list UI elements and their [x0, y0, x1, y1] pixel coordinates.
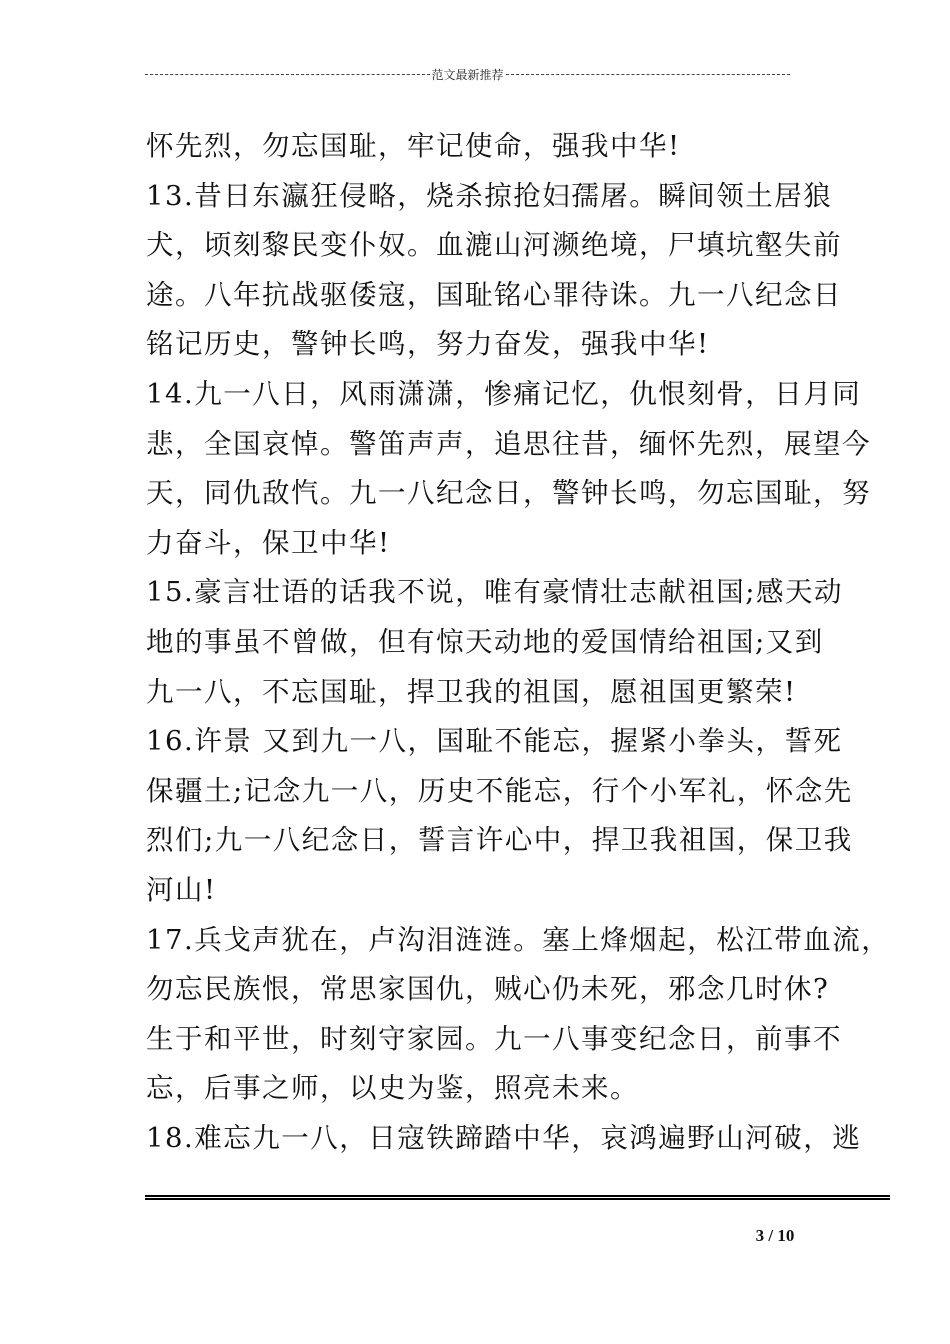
- text-line: 16.许景 又到九一八，国耻不能忘，握紧小拳头，誓死: [146, 725, 843, 758]
- text-line: 九一八，不忘国耻，捍卫我的祖国，愿祖国更繁荣!: [146, 675, 797, 708]
- header-rule-right: [506, 74, 791, 75]
- page-number: 3 / 10: [755, 1226, 795, 1245]
- text-line: 15.豪言壮语的话我不说，唯有豪情壮志献祖国;感天动: [146, 576, 843, 609]
- text-line: 勿忘民族恨，常思家国仇，贼心仍未死，邪念几时休?: [146, 973, 830, 1006]
- text-line: 力奋斗，保卫中华!: [146, 526, 391, 559]
- text-line: 天，同仇敌忾。九一八纪念日，警钟长鸣，勿忘国耻，努: [146, 477, 871, 510]
- text-line: 17.兵戈声犹在，卢沟泪涟涟。塞上烽烟起，松江带血流，: [146, 923, 891, 956]
- text-line: 悲，全国哀悼。警笛声声，追思往昔，缅怀先烈，展望今: [146, 427, 871, 460]
- header-title: 范文最新推荐: [431, 68, 504, 82]
- text-line: 地的事虽不曾做，但有惊天动地的爱国情给祖国;又到: [146, 625, 824, 658]
- text-line: 14.九一八日，风雨潇潇，惨痛记忆，仇恨刻骨，日月同: [146, 377, 862, 410]
- text-line: 忘，后事之师，以史为鉴，照亮未来。: [146, 1072, 639, 1105]
- text-line: 13.昔日东瀛狂侵略，烧杀掠抢妇孺屠。瞬间领土居狼: [146, 179, 833, 212]
- document-body: [146, 122, 891, 1163]
- text-line: 途。八年抗战驱倭寇，国耻铭心罪待诛。九一八纪念日: [146, 278, 842, 311]
- text-line: 生于和平世，时刻守家园。九一八事变纪念日，前事不: [146, 1022, 842, 1055]
- text-line: 怀先烈，勿忘国耻，牢记使命，强我中华!: [146, 130, 681, 162]
- header-rule-left: [145, 74, 430, 75]
- text-line: 保疆土;记念九一八，历史不能忘，行个小军礼，怀念先: [146, 774, 853, 807]
- page-header: [145, 66, 790, 83]
- text-line: 河山!: [146, 873, 217, 906]
- footer-rule: [145, 1195, 890, 1200]
- text-line: 铭记历史，警钟长鸣，努力奋发，强我中华!: [146, 328, 710, 361]
- text-line: 犬，顷刻黎民变仆奴。血漉山河濒绝境，尸填坑壑失前: [146, 229, 842, 262]
- text-line: 18.难忘九一八，日寇铁蹄踏中华，哀鸿遍野山河破，逃: [146, 1121, 862, 1154]
- text-line: 烈们;九一八纪念日，誓言许心中，捍卫我祖国，保卫我: [146, 824, 853, 857]
